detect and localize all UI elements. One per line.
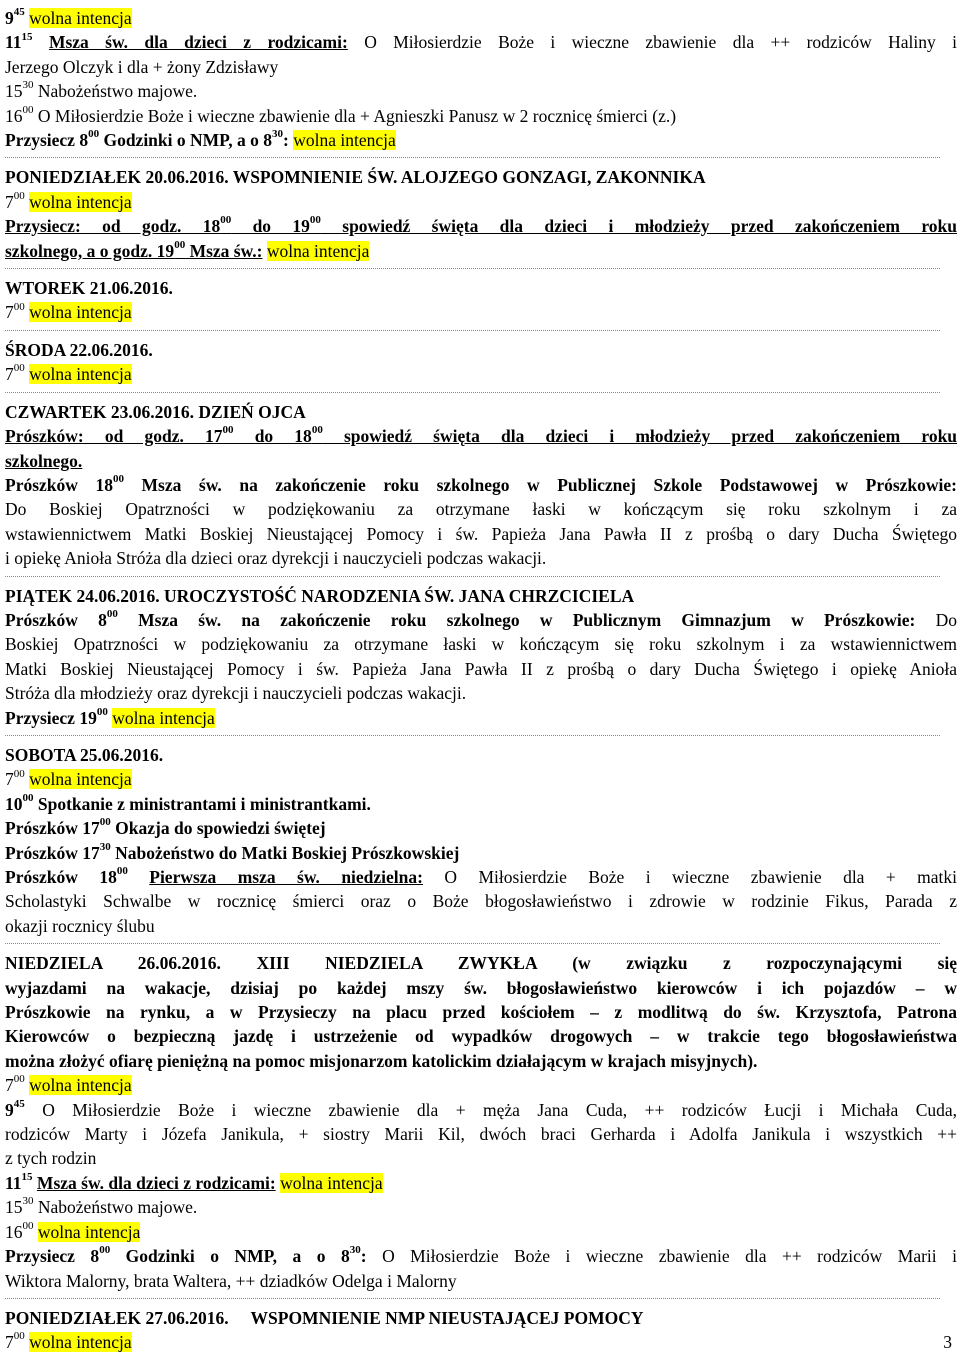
- separator: [5, 576, 940, 577]
- separator: [5, 268, 940, 269]
- separator: [5, 157, 940, 158]
- entry-przysiecz: Przysiecz $8^{00}$ Godzinki o NMP, a o $8^{30}$: wolna intencja: [5, 128, 396, 151]
- separator: [5, 1298, 940, 1299]
- day-heading: CZWARTEK 23.06.2016. DZIEŃ OJCA: [5, 401, 306, 422]
- day-heading: ŚRODA 22.06.2016.: [5, 339, 153, 360]
- entry-1530: $15^{30}$ Nabożeństwo majowe.: [5, 79, 198, 102]
- day-heading: SOBOTA 25.06.2016.: [5, 744, 164, 765]
- separator: [5, 392, 940, 393]
- highlight: wolna intencja: [29, 8, 132, 28]
- day-heading: NIEDZIELA 26.06.2016. XIII NIEDZIELA ZWYKŁA (w związku z rozpoczynającymi się: [5, 953, 958, 974]
- separator: [5, 330, 940, 331]
- separator: [5, 735, 940, 736]
- day-heading: PONIEDZIAŁEK 27.06.2016. WSPOMNIENIE NMP NIEUSTAJĄCEJ POMOCY: [5, 1307, 644, 1328]
- entry-1115: $11^{15}$ Msza św. dla dzieci z rodzicami: O Miłosierdzie Boże i wieczne zbawienie dla ++ rodziców Haliny i: [5, 30, 957, 53]
- entry-1600: $16^{00}$ O Miłosierdzie Boże i wieczne zbawienie dla + Agnieszki Panusz w 2 rocznicę śmierci (z.): [5, 103, 677, 126]
- entry-945: $9^{45}$ wolna intencja: [5, 6, 132, 28]
- bulletin-page: $9^{45}$ wolna intencja $11^{15}$ Msza św. dla dzieci z rodzicami: O Miłosierdzie Boże i wieczne zbawienie dla ++ rodziców Haliny i Jerzego Olczyk i dla + żony Zdzisławy $15^{30}$ Nabożeństwo majowe. $16^{00}$ O Miłosierdzie Boże i wieczne zbawienie dla + Agnieszki Panusz w 2 rocznicę śmierci (z.) Przysiecz $8^{00}$ Godzinki o NMP, a o $8^{30}$: wolna intencja PONIEDZIAŁEK 20.06.2016. WSPOMNIENIE ŚW. ALOJZEGO GONZAGI, ZAKONNIKA $7^{00}$ wolna intencja Przysiecz: od godz. $18^{00}$ do $19^{00}$ spowiedź święta dla dzieci i młodzieży przed zakończeniem roku szkolnego, a o godz. $19^{00}$ Msza św.: wolna intencja WTOREK 21.06.2016. $7^{00}$ wolna intencja ŚRODA 22.06.2016. $7^{00}$ wolna intencja CZWARTEK 23.06.2016. DZIEŃ OJCA Prószków: od godz. $17^{00}$ do $18^{00}$ spowiedź święta dla dzieci i młodzieży przed zakończeniem roku szkolnego. Prószków $18^{00}$ Msza św. na zakończenie roku szkolnego w Publicznej Szkole Podstawowej w Prószkowie: Do Boskiej Opatrzności w podziękowaniu za otrzymane łaski w kończącym się roku szkolnym i za wstawiennictwem Matki Boskiej Nieustającej Pomocy i św. Papieża Jana Pawła II z prośbą o dary Ducha Świętego i opiekę Anioła Stróża dla dzieci oraz dyrekcji i nauczycieli podczas wakacji. PIĄTEK 24.06.2016. UROCZYSTOŚĆ NARODZENIA ŚW. JANA CHRZCICIELA Prószków $8^{00}$ Msza św. na zakończenie roku szkolnego w Publicznym Gimnazjum w Prószkowie: Do Boskiej Opatrzności w podziękowaniu za otrzymane łaski w kończącym się roku szkolnym i za wstawiennictwem Matki Boskiej Nieustającej Pomocy i św. Papieża Jana Pawła II z prośbą o dary Ducha Świętego i opiekę Anioła Stróża dla młodzieży oraz dyrekcji i nauczycieli podczas wakacji. Przysiecz $19^{00}$ wolna intencja SOBOTA 25.06.2016. $7^{00}$ wolna intencja $10^{00}$ Spotkanie z ministrantami i ministrantkami. Prószków $17^{00}$ Okazja do spowiedzi świętej Prószków $17^{30}$ Nabożeństwo do Matki Boskiej Prószkowskiej Prószków $18^{00}$ Pierwsza msza św. niedzielna: O Miłosierdzie Boże i wieczne zbawienie dla + matki Scholastyki Schwalbe w rocznicę śmierci oraz o Boże błogosławieństwo i zdrowie w rodzinie Fikus, Parada z okazji rocznicy ślubu NIEDZIELA 26.06.2016. XIII NIEDZIELA ZWYKŁA (w związku z rozpoczynającymi się wyjazdami na wakacje, dzisiaj po każdej mszy św. błogosławieństwo kierowców i ich pojazdów – w Prószkowie na rynku, a w Przysieczy na placu przed kościołem – z modlitwą do św. Krzysztofa, Patrona Kierowców o bezpieczną jazdę i ustrzeżenie od wypadków drogowych – w trakcie tego błogosławieństwa można złożyć ofiarę pieniężną na pomoc misjonarzom katolickim działającym w krajach misyjnych). $7^{00}$ wolna intencja $9^{45}$ O Miłosierdzie Boże i wieczne zbawienie dla + męża Jana Cuda, ++ rodziców Łucji i Michała Cuda, rodziców Marty i Józefa Janikula, + siostry Marii Kil, dwóch braci Gerharda i Adolfa Janikula i wszystkich ++ z tych rodzin $11^{15}$ Msza św. dla dzieci z rodzicami: wolna intencja $15^{30}$ Nabożeństwo majowe. $16^{00}$ wolna intencja Przysiecz $8^{00}$ Godzinki o NMP, a o $8^{30}$: O Miłosierdzie Boże i wieczne zbawienie dla ++ rodziców Marii i Wiktora Malorny, brata Waltera, ++ dziadków Odelga i Malorny PONIEDZIAŁEK 27.06.2016. WSPOMNIENIE NMP NIEUSTAJĄCEJ POMOCY $7^{00}$ wolna intencja: [5, 6, 958, 1353]
- day-heading: PIĄTEK 24.06.2016. UROCZYSTOŚĆ NARODZENIA ŚW. JANA CHRZCICIELA: [5, 585, 635, 606]
- day-heading: WTOREK 21.06.2016.: [5, 278, 173, 299]
- separator: [5, 943, 940, 944]
- page-number: 3: [943, 1332, 952, 1352]
- day-heading: PONIEDZIAŁEK 20.06.2016. WSPOMNIENIE ŚW. ALOJZEGO GONZAGI, ZAKONNIKA: [5, 167, 706, 188]
